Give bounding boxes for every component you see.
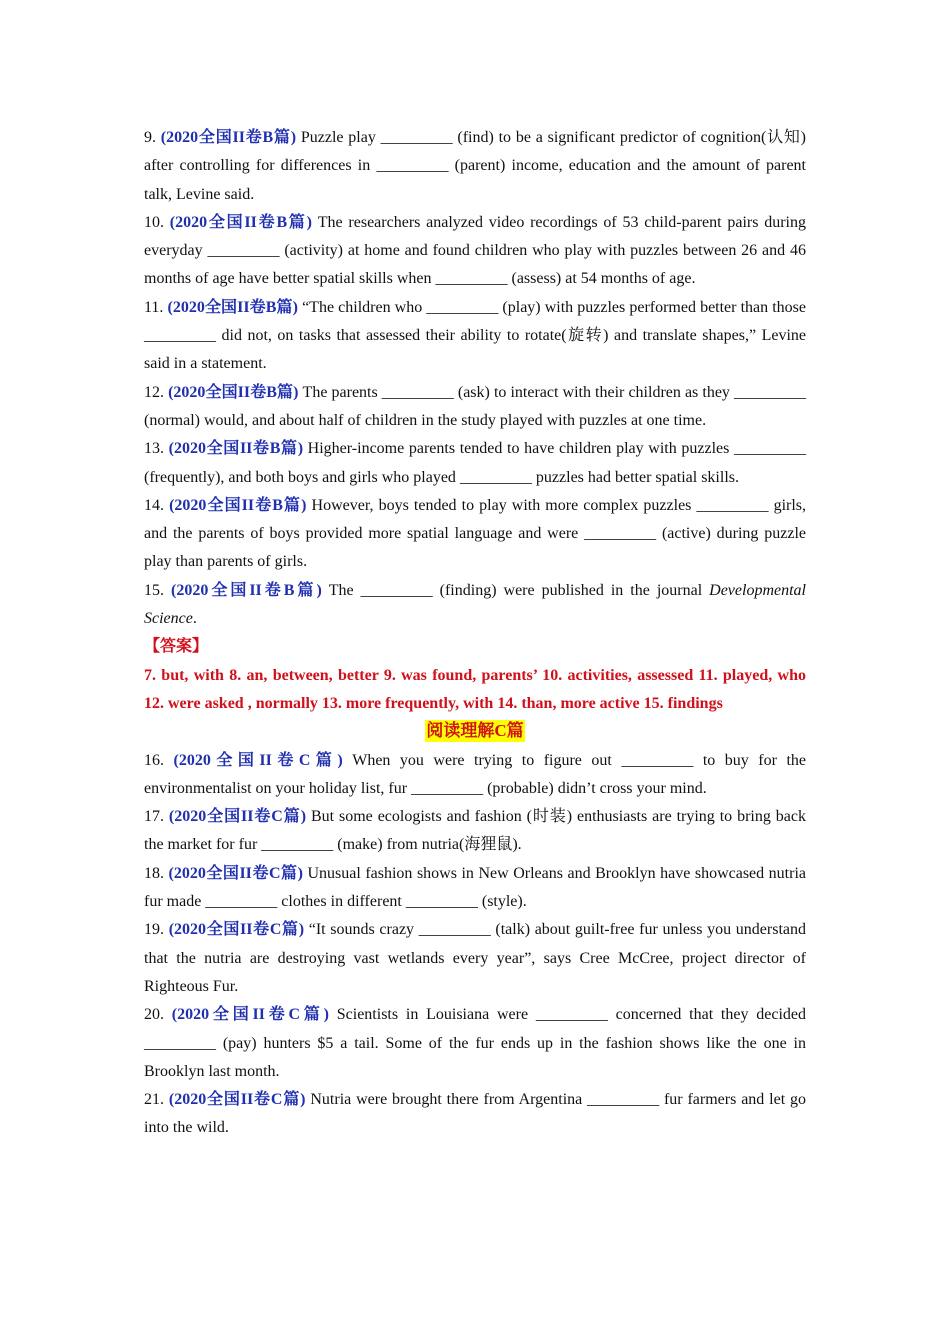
question-text: Nutria were brought there from Argentina _________ fur farmers and let go into the wild. xyxy=(144,1091,806,1137)
section-c-title: 阅读理解C篇 xyxy=(426,721,524,741)
question-10: 10. (2020全国II卷B篇) The researchers analyzed video recordings of 53 child-parent pairs during everyday _________ (activity) at home and found children who play with puzzles between 26 and 46 months of age have better spatial skills when _________ (assess) at 54 months of age. xyxy=(144,213,807,288)
question-21: 21. (2020全国II卷C篇) Nutria were brought there from Argentina _________ fur farmers and let go into the wild. xyxy=(144,1091,806,1137)
document-page xyxy=(144,124,806,1143)
question-14: 14. (2020全国II卷B篇) However, boys tended to play with more complex puzzles _________ girls, and the parents of boys provided more spatial language and were _________ (active) during puzzle play than parents of girls. xyxy=(144,496,807,571)
question-source: (2020全国II卷B篇) xyxy=(168,383,299,401)
question-19: 19. (2020全国II卷C篇) “It sounds crazy _________ (talk) about guilt-free fur unless you understand that the nutria are destroying vast wetlands every year”, says Cree McCree, project director of Righteous Fur. xyxy=(144,921,807,995)
journal-name: Developmental Science xyxy=(144,581,806,628)
question-16: 16. (2020全国II卷C篇) When you were trying to figure out _________ to buy for the environmentalist on your holiday list, fur _________ (probable) didn’t cross your mind. xyxy=(144,751,807,797)
question-text: “It sounds crazy _________ (talk) about guilt-free fur unless you understand that the nutria are destroying vast wetlands every year”, says Cree McCree, project director of Righteous Fur. xyxy=(144,921,807,995)
question-source: (2020全国II卷C篇) xyxy=(173,751,343,769)
question-source: (2020全国II卷B篇) xyxy=(169,213,312,231)
question-text: Higher-income parents tended to have children play with puzzles _________ (frequently), and both boys and girls who played _________ puzzles had better spatial skills. xyxy=(144,440,806,486)
question-text: Scientists in Louisiana were _________ concerned that they decided _________ (pay) hunters $5 a tail. Some of the fur ends up in the fashion shows like the one in Brooklyn last month. xyxy=(144,1006,807,1080)
question-text: The parents _________ (ask) to interact with their children as they _________ (normal) would, and about half of children in the study played with puzzles at one time. xyxy=(144,383,807,429)
question-text: Unusual fashion shows in New Orleans and Brooklyn have showcased nutria fur made _________ clothes in different _________ (style). xyxy=(144,864,806,911)
question-17: 17. (2020全国II卷C篇) But some ecologists and fashion (时装) enthusiasts are trying to bring back the market for fur _________ (make) from nutria(海狸鼠). xyxy=(144,808,806,854)
question-source: (2020全国II卷B篇) xyxy=(171,581,322,599)
answer-body: 7. but, with 8. an, between, better 9. was found, parents’ 10. activities, assessed 11. played, who 12. were asked , normally 13. more frequently, with 14. than, more active 15. findings xyxy=(144,666,806,712)
question-20: 20. (2020全国II卷C篇) Scientists in Louisiana were _________ concerned that they decided _________ (pay) hunters $5 a tail. Some of the fur ends up in the fashion shows like the one in Brooklyn last month. xyxy=(144,1006,807,1080)
question-source: (2020全国II卷B篇) xyxy=(160,129,297,146)
question-source: (2020全国II卷C篇) xyxy=(168,921,305,939)
question-11: 11. (2020全国II卷B篇) “The children who _________ (play) with puzzles performed better than those _________ did not, on tasks that assessed their ability to rotate(旋转) and translate shapes,” Levine said in a statement. xyxy=(144,298,807,373)
question-text: “The children who _________ (play) with puzzles performed better than those _________ did not, on tasks that assessed their ability to rotate(旋转) and translate shapes,” Levine said in a statement. xyxy=(144,298,807,373)
answer-heading: 【答案】 xyxy=(144,638,209,656)
question-text: The researchers analyzed video recordings of 53 child-parent pairs during everyday _________ (activity) at home and found children who play with puzzles between 26 and 46 months of age have better spatial skills when _________ (assess) at 54 months of age. xyxy=(144,213,807,288)
question-source: (2020全国II卷C篇) xyxy=(168,808,307,826)
question-source: (2020全国II卷B篇) xyxy=(167,298,298,316)
question-source: (2020全国II卷C篇) xyxy=(168,864,303,882)
question-source: (2020全国II卷C篇) xyxy=(171,1006,329,1024)
question-source: (2020全国II卷B篇) xyxy=(168,440,304,458)
question-text: When you were trying to figure out _________ to buy for the environmentalist on your holiday list, fur _________ (probable) didn’t cross your mind. xyxy=(144,751,807,797)
question-text: However, boys tended to play with more complex puzzles _________ girls, and the parents of boys provided more spatial language and were _________ (active) during puzzle play than parents of girls. xyxy=(144,496,807,571)
section-heading-wrap xyxy=(144,718,806,746)
question-13: 13. (2020全国II卷B篇) Higher-income parents tended to have children play with puzzles _________ (frequently), and both boys and girls who played _________ puzzles had better spatial skills. xyxy=(144,440,806,486)
question-text: Puzzle play _________ (find) to be a significant predictor of cognition(认知) after controlling for differences in _________ (parent) income, education and the amount of parent talk, Levine said. xyxy=(144,129,806,203)
question-source: (2020全国II卷C篇) xyxy=(168,1091,306,1109)
question-12: 12. (2020全国II卷B篇) The parents _________ (ask) to interact with their children as they _________ (normal) would, and about half of children in the study played with puzzles at one time. xyxy=(144,383,807,429)
question-18: 18. (2020全国II卷C篇) Unusual fashion shows in New Orleans and Brooklyn have showcased nutria fur made _________ clothes in different _________ (style). xyxy=(144,864,806,911)
question-source: (2020全国II卷B篇) xyxy=(169,496,307,514)
question-15: 15. (2020全国II卷B篇) The _________ (finding) were published in the journal Developmental Science. xyxy=(144,581,806,628)
question-text: The _________ (finding) were published in the journal xyxy=(321,581,710,599)
question-text: But some ecologists and fashion (时装) enthusiasts are trying to bring back the market for fur _________ (make) from nutria(海狸鼠). xyxy=(144,808,806,854)
question-9: 9. (2020全国II卷B篇) Puzzle play _________ (find) to be a significant predictor of cognition(认知) after controlling for differences in _________ (parent) income, education and the amount of parent talk, Levine said. xyxy=(144,129,806,203)
